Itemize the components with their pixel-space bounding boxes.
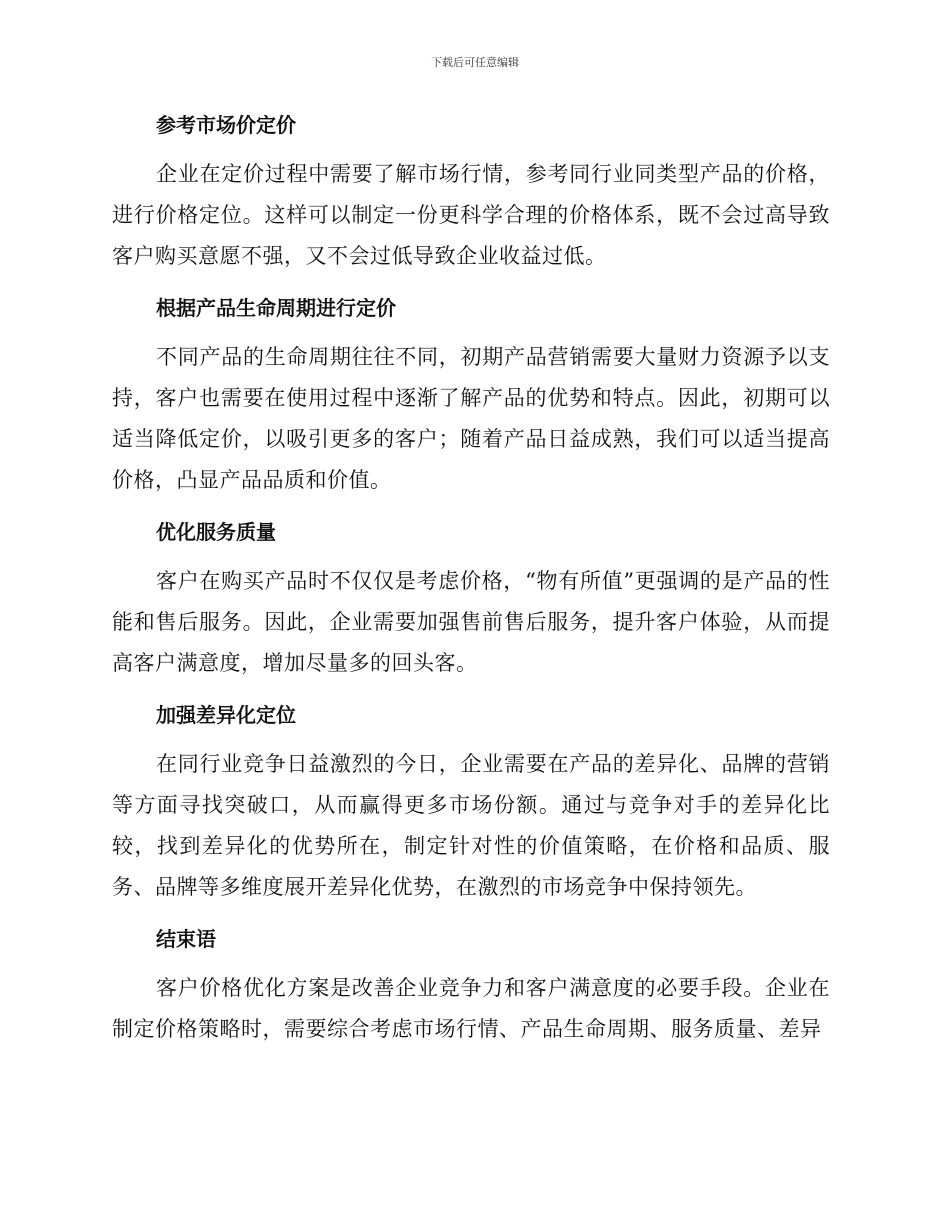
section-differentiation [112,698,830,908]
page-header: 下载后可任意编辑 [431,56,519,69]
section-service-quality [112,515,830,684]
section-heading: 结束语 [156,927,216,951]
section-heading: 加强差异化定位 [156,703,296,727]
document-body [112,108,830,1064]
section-heading: 根据产品生命周期进行定价 [156,296,396,320]
section-paragraph: 在同行业竞争日益激烈的今日，企业需要在产品的差异化、品牌的营销等方面寻找突破口，从而赢得更多市场份额。通过与竞争对手的差异化比较，找到差异化的优势所在，制定针对性的价值策略，在价格和品质、服务、品牌等多维度展开差异化优势，在激烈的市场竞争中保持领先。 [112,752,830,899]
section-conclusion [112,922,830,1050]
section-paragraph: 不同产品的生命周期往往不同，初期产品营销需要大量财力资源予以支持，客户也需要在使用过程中逐渐了解产品的优势和特点。因此，初期可以适当降低定价，以吸引更多的客户；随着产品日益成熟，我们可以适当提高价格，凸显产品品质和价值。 [112,345,830,492]
section-market-price [112,108,830,277]
section-product-lifecycle [112,291,830,501]
section-heading: 优化服务质量 [156,520,276,544]
section-paragraph: 企业在定价过程中需要了解市场行情，参考同行业同类型产品的价格，进行价格定位。这样可以制定一份更科学合理的价格体系，既不会过高导致客户购买意愿不强，又不会过低导致企业收益过低。 [112,162,830,268]
section-heading: 参考市场价定价 [156,113,296,137]
section-paragraph: 客户价格优化方案是改善企业竞争力和客户满意度的必要手段。企业在制定价格策略时，需要综合考虑市场行情、产品生命周期、服务质量、差异 [112,976,830,1041]
section-paragraph: 客户在购买产品时不仅仅是考虑价格，“物有所值”更强调的是产品的性能和售后服务。因此，企业需要加强售前售后服务，提升客户体验，从而提高客户满意度，增加尽量多的回头客。 [112,569,830,675]
